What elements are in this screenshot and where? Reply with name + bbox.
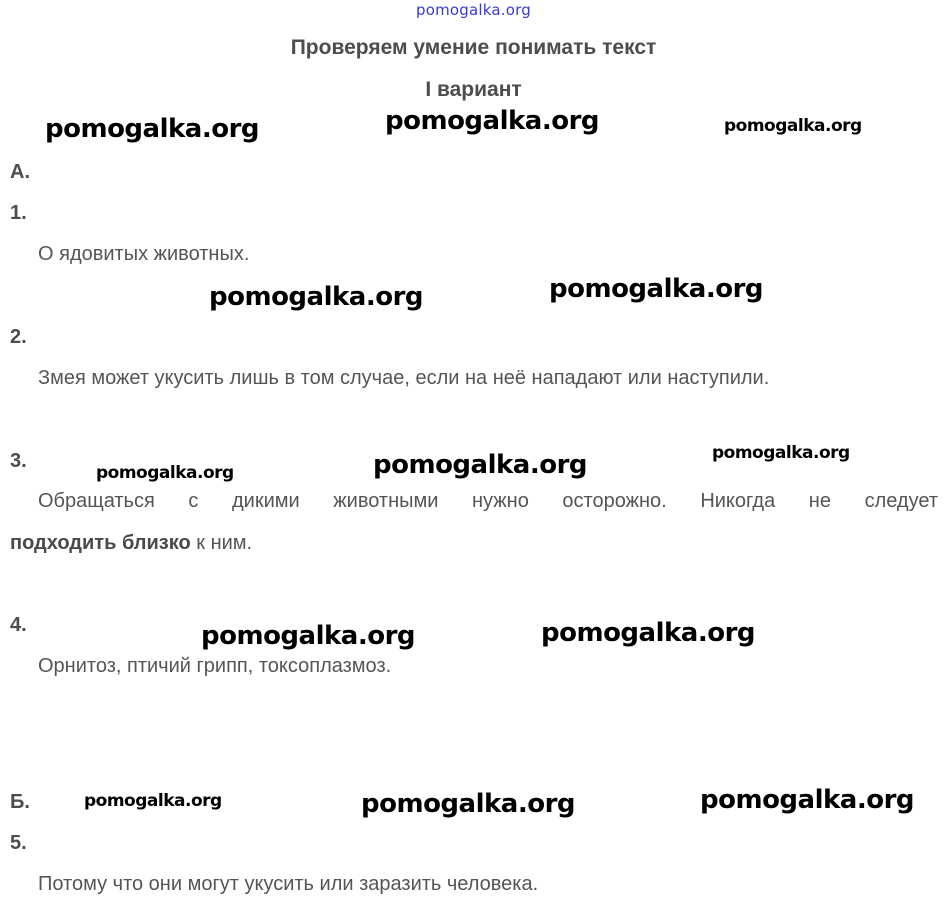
question-5-number: 5.	[10, 832, 27, 854]
watermark: pomogalka.org	[96, 463, 234, 483]
watermark: pomogalka.org	[209, 282, 424, 312]
watermark: pomogalka.org	[541, 618, 756, 648]
watermark: pomogalka.org	[201, 621, 416, 651]
question-4-answer: Орнитоз, птичий грипп, токсоплазмоз.	[38, 655, 392, 677]
page-title: Проверяем умение понимать текст	[290, 36, 657, 59]
question-2-number: 2.	[10, 326, 27, 348]
question-5-answer: Потому что они могут укусить или заразить человека.	[38, 873, 539, 895]
site-watermark-top: pomogalka.org	[416, 1, 531, 19]
section-a-label: А.	[10, 161, 30, 183]
watermark: pomogalka.org	[724, 116, 862, 136]
watermark: pomogalka.org	[373, 450, 588, 480]
question-1-number: 1.	[10, 202, 27, 224]
watermark: pomogalka.org	[385, 106, 600, 136]
watermark: pomogalka.org	[700, 785, 915, 815]
question-3-number: 3.	[10, 450, 27, 472]
watermark: pomogalka.org	[549, 274, 764, 304]
watermark: pomogalka.org	[712, 443, 850, 463]
watermark: pomogalka.org	[361, 789, 576, 819]
question-3-answer-line2	[10, 532, 252, 555]
watermark: pomogalka.org	[84, 791, 222, 811]
question-3-bold-phrase: подходить близко	[10, 532, 191, 554]
question-4-number: 4.	[10, 614, 27, 636]
question-2-answer: Змея может укусить лишь в том случае, если на неё нападают или наступили.	[38, 367, 770, 389]
variant-heading: I вариант	[425, 78, 522, 101]
section-b-label: Б.	[10, 791, 30, 813]
watermark: pomogalka.org	[45, 114, 260, 144]
question-3-answer-line1: Обращаться с дикими животными нужно осторожно. Никогда не следует	[38, 490, 938, 512]
question-3-answer-rest: к ним.	[190, 532, 253, 554]
question-1-answer: О ядовитых животных.	[38, 243, 250, 265]
